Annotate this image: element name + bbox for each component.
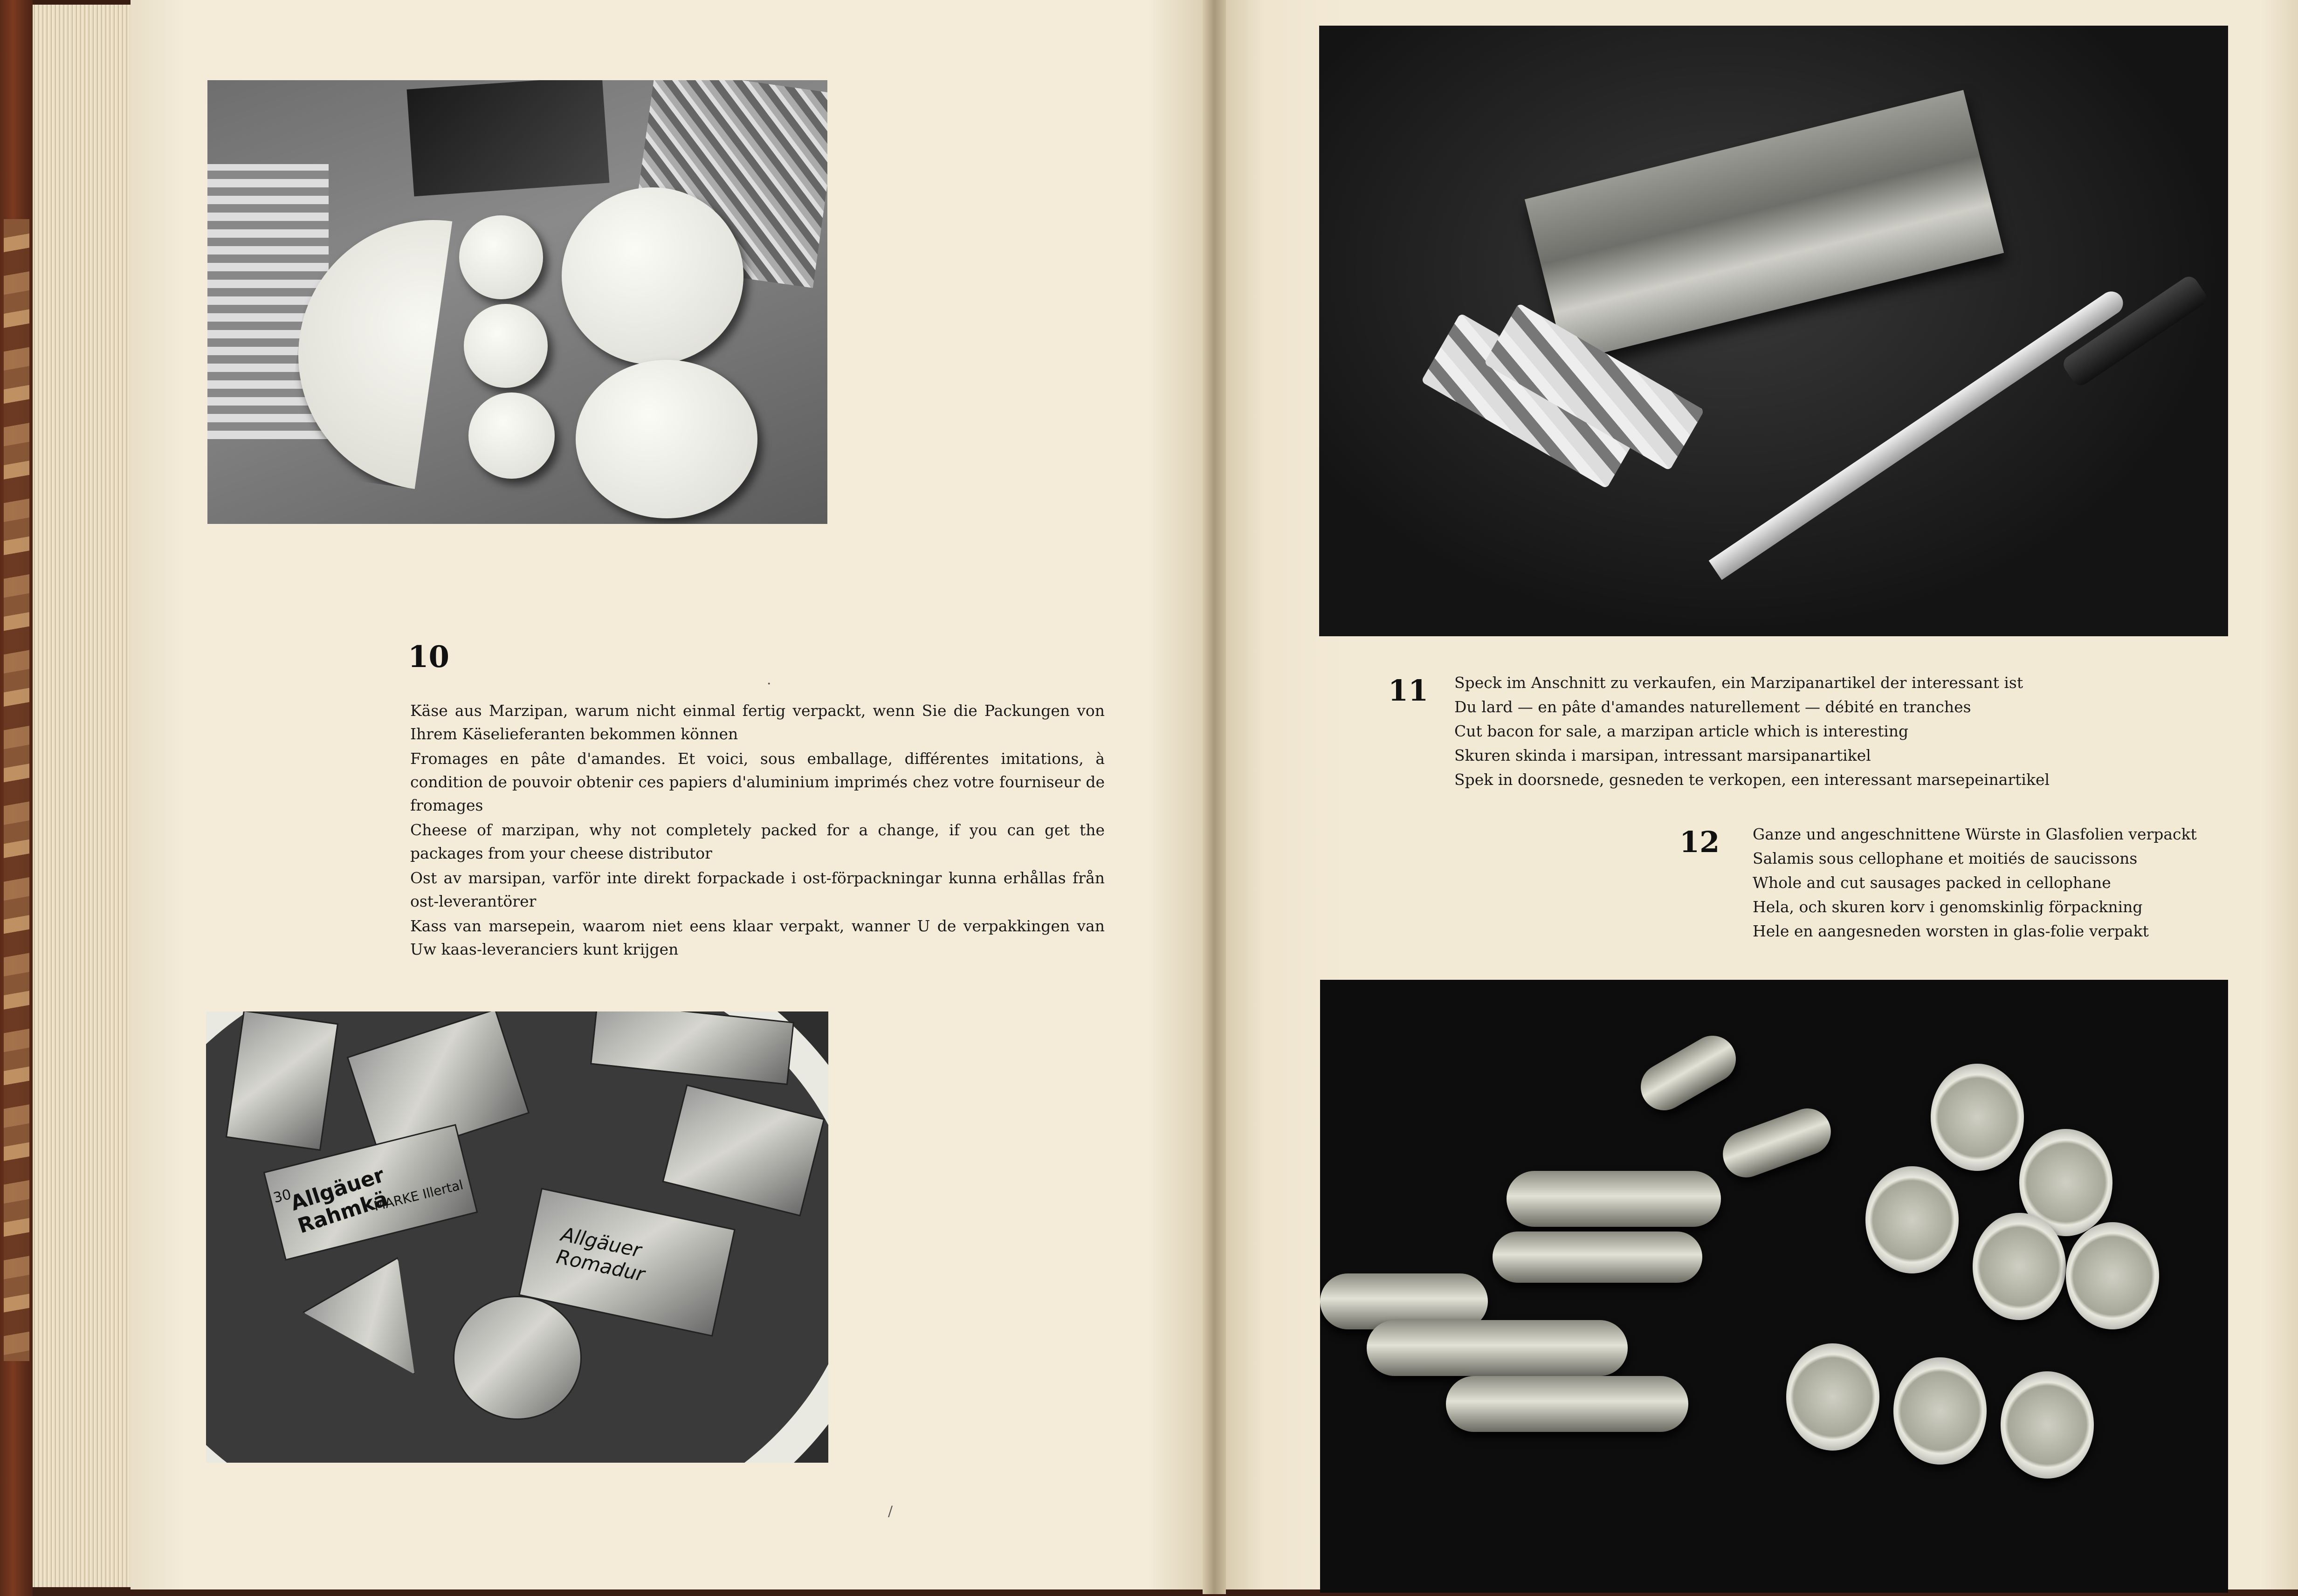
photo-marzipan-sausages xyxy=(1320,980,2228,1593)
cut-sausage xyxy=(2066,1222,2159,1329)
caption-10 xyxy=(410,699,1105,963)
caption-line-fr: Du lard — en pâte d'amandes naturellement — débité en tranches xyxy=(1454,698,1971,716)
small-cheese-disc xyxy=(459,215,543,299)
caption-line-sv: Hela, och skuren korv i genomskinlig förpackning xyxy=(1753,898,2143,916)
print-speck: · xyxy=(767,676,771,692)
photo-marzipan-cheese-wedges xyxy=(207,80,827,524)
sausage xyxy=(1493,1231,1702,1283)
pack-label: Allgäuer Rahmkä xyxy=(287,1163,391,1238)
book-gutter xyxy=(1203,0,1226,1594)
small-cheese-disc xyxy=(468,392,555,479)
sliced-cheese-wheel xyxy=(562,187,743,365)
page-stack-edge xyxy=(33,5,140,1587)
print-speck: / xyxy=(888,1503,893,1520)
photo-marzipan-cheese-packs xyxy=(206,1011,828,1463)
caption-line-nl: Spek in doorsnede, gesneden te verkopen, een interessant marsepeinartikel xyxy=(1454,770,2050,789)
book-cover-edge xyxy=(0,0,33,1596)
small-sausage xyxy=(1632,1027,1745,1119)
cut-sausage xyxy=(1973,1213,2066,1320)
marbled-edge xyxy=(4,219,29,1361)
knife-blade xyxy=(1709,287,2127,580)
cut-sausage xyxy=(1865,1166,1959,1273)
pack-label: Allgäuer Romadur xyxy=(554,1223,647,1286)
photo-marzipan-bacon xyxy=(1319,26,2228,636)
dark-foil-sheet xyxy=(406,80,609,196)
small-sausage xyxy=(1716,1102,1837,1184)
caption-line-en: Cheese of marzipan, why not completely packed for a change, if you can get the packages from your cheese distributor xyxy=(410,821,1105,862)
caption-line-fr: Salamis sous cellophane et moitiés de saucissons xyxy=(1753,849,2138,867)
caption-line-nl: Kass van marsepein, waarom niet eens klaar verpakt, wanner U de verpakkingen van Uw kaas-leveranciers kunt krijgen xyxy=(410,917,1105,958)
sausage xyxy=(1446,1376,1688,1432)
caption-line-sv: Ost av marsipan, varför inte direkt forpackade i ost-förpackningar kunna erhållas från ost-leverantörer xyxy=(410,869,1105,910)
caption-12 xyxy=(1753,823,2228,944)
caption-line-en: Cut bacon for sale, a marzipan article which is interesting xyxy=(1454,722,1909,740)
caption-line-fr: Fromages en pâte d'amandes. Et voici, sous emballage, différentes imitations, à condition de pouvoir obtenir ces papiers d'aluminium imprimés chez votre fourniseur de fromages xyxy=(410,750,1105,814)
caption-line-en: Whole and cut sausages packed in cellophane xyxy=(1753,874,2111,892)
cut-sausage xyxy=(1931,1064,2024,1171)
caption-line-de: Speck im Anschnitt zu verkaufen, ein Marzipanartikel der interessant ist xyxy=(1454,674,2023,692)
cut-sausage xyxy=(2001,1371,2094,1479)
caption-line-nl: Hele en aangesneden worsten in glas-folie verpakt xyxy=(1753,922,2149,940)
sausage xyxy=(1507,1171,1721,1227)
caption-11 xyxy=(1454,671,2116,792)
caption-line-de: Käse aus Marzipan, warum nicht einmal fertig verpackt, wenn Sie die Packungen von Ihrem Käselieferanten bekommen können xyxy=(410,702,1105,743)
cheese-pack xyxy=(226,1011,338,1151)
sausage xyxy=(1367,1320,1628,1376)
caption-number-10: 10 xyxy=(408,640,450,674)
small-cheese-disc xyxy=(464,304,548,388)
round-cheese-pack xyxy=(453,1296,582,1420)
caption-number-11: 11 xyxy=(1388,674,1429,708)
caption-number-12: 12 xyxy=(1679,825,1720,859)
pack-brand-label: MARKE Illertal xyxy=(372,1177,465,1214)
caption-line-de: Ganze und angeschnittene Würste in Glasfolien verpackt xyxy=(1753,825,2197,843)
cut-sausage xyxy=(1893,1357,1987,1465)
caption-line-sv: Skuren skinda i marsipan, intressant marsipanartikel xyxy=(1454,746,1871,764)
cut-sausage xyxy=(1786,1343,1879,1451)
pack-price-label: 30 xyxy=(271,1186,293,1207)
whole-cheese-wheel xyxy=(576,360,757,518)
bacon-slab xyxy=(1525,90,2004,362)
